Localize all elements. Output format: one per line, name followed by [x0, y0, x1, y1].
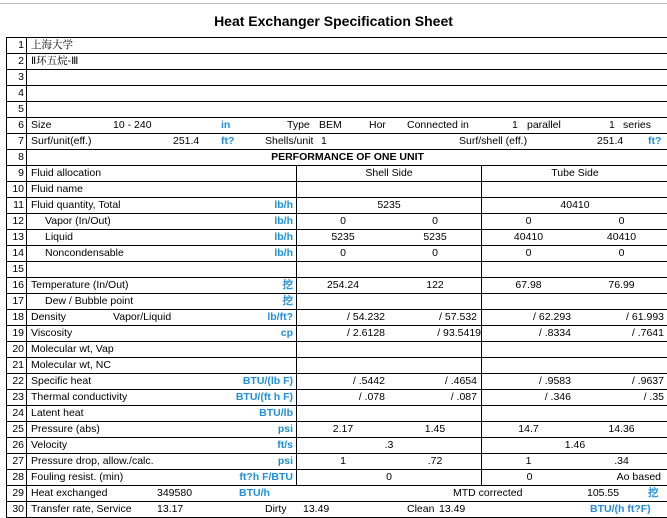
pressure-drop-unit[interactable]: psi [277, 455, 293, 467]
row-28 [7, 470, 667, 486]
divider [296, 342, 297, 357]
orientation-value[interactable]: Hor [369, 119, 386, 131]
performance-heading: PERFORMANCE OF ONE UNIT [271, 151, 424, 163]
row-number: 11 [7, 198, 27, 213]
dew-bubble-label: Dew / Bubble point [45, 295, 134, 307]
fluid-quantity-label: Fluid quantity, Total [31, 199, 121, 211]
row-10 [7, 182, 667, 198]
row-26 [7, 438, 667, 454]
shell-out-value[interactable]: 0 [432, 215, 438, 227]
shell-in-value[interactable]: / 54.232 [347, 311, 385, 323]
row-number: 2 [7, 54, 27, 69]
dirty-label: Dirty [265, 503, 287, 515]
density-label: Density [31, 311, 67, 323]
series-label: series [623, 119, 652, 131]
fluid-name-label: Fluid name [31, 183, 83, 195]
latent-heat-label: Latent heat [31, 407, 84, 419]
parallel-count[interactable]: 1 [512, 119, 518, 131]
mtd-value[interactable]: 105.55 [587, 487, 620, 499]
divider [481, 342, 482, 357]
tube-out-value[interactable]: / .35 [643, 391, 664, 403]
heat-exchanged-unit[interactable]: BTU/h [239, 487, 270, 499]
liquid-label: Liquid [45, 231, 74, 243]
tube-velocity[interactable]: 1.46 [564, 439, 586, 451]
row-13 [7, 230, 667, 246]
size-label: Size [31, 119, 52, 131]
specific-heat-unit[interactable]: BTU/(lb F) [242, 375, 293, 387]
row-number: 16 [7, 278, 27, 293]
shell-calculated[interactable]: .72 [427, 455, 443, 467]
tube-in-value[interactable]: 40410 [513, 231, 544, 243]
clean-value[interactable]: 13.49 [439, 503, 466, 515]
shell-allowed[interactable]: 1 [340, 455, 346, 467]
heat-exchanged-label: Heat exchanged [31, 487, 108, 499]
latent-heat-unit[interactable]: BTU/lb [259, 407, 293, 419]
thermal-conductivity-label: Thermal conductivity [31, 391, 128, 403]
row-number: 30 [7, 502, 27, 517]
surf-unit-unit[interactable]: ft? [221, 135, 235, 147]
pressure-unit[interactable]: psi [277, 423, 293, 435]
spec-sheet-table [6, 37, 667, 518]
row-number: 3 [7, 70, 27, 85]
noncondensable-label: Noncondensable [45, 247, 124, 259]
shell-quantity[interactable]: 5235 [377, 199, 401, 211]
velocity-unit[interactable]: ft/s [277, 439, 293, 451]
shell-out-value[interactable]: 0 [432, 247, 438, 259]
row-number: 22 [7, 374, 27, 389]
row-number: 23 [7, 390, 27, 405]
tube-out-value[interactable]: 76.99 [608, 279, 635, 291]
heat-exchanged-value[interactable]: 349580 [157, 487, 193, 499]
dew-bubble-unit[interactable]: 挖 [282, 295, 293, 307]
fluid-allocation-label: Fluid allocation [31, 167, 102, 179]
service-value[interactable]: 13.17 [157, 503, 184, 515]
divider [296, 294, 297, 309]
shell-out-value[interactable]: 122 [426, 279, 444, 291]
shell-out-value[interactable]: 5235 [423, 231, 447, 243]
row-18 [7, 310, 667, 326]
row-number: 24 [7, 406, 27, 421]
row-number: 20 [7, 342, 27, 357]
tube-side-header: Tube Side [551, 167, 599, 179]
row-25 [7, 422, 667, 438]
transfer-rate-label: Transfer rate, Service [31, 503, 132, 515]
row-number: 15 [7, 262, 27, 277]
surf-unit-value[interactable]: 251.4 [173, 135, 200, 147]
tube-calculated[interactable]: .34 [614, 455, 629, 467]
divider [481, 182, 482, 197]
velocity-label: Velocity [31, 439, 68, 451]
noncondensable-unit[interactable]: lb/h [274, 247, 293, 259]
row-24 [7, 406, 667, 422]
row-3 [7, 70, 667, 86]
divider [481, 406, 482, 421]
row-30 [7, 502, 667, 518]
surf-shell-label: Surf/shell (eff.) [459, 135, 528, 147]
vapor-label: Vapor (In/Out) [45, 215, 111, 227]
surf-unit-label: Surf/unit(eff.) [31, 135, 92, 147]
row-4 [7, 86, 667, 102]
row-19 [7, 326, 667, 342]
type-value[interactable]: BEM [319, 119, 342, 131]
tube-in-value[interactable]: / .9583 [538, 375, 571, 387]
shell-in-value[interactable]: 2.17 [332, 423, 354, 435]
row-number: 8 [7, 150, 27, 165]
row-22 [7, 374, 667, 390]
shell-in-value[interactable]: 0 [340, 247, 346, 259]
row-number: 10 [7, 182, 27, 197]
specific-heat-label: Specific heat [31, 375, 92, 387]
divider [296, 262, 297, 277]
row-20 [7, 342, 667, 358]
row-7 [7, 134, 667, 150]
row-number: 6 [7, 118, 27, 133]
tube-in-value[interactable]: / .346 [544, 391, 571, 403]
viscosity-label: Viscosity [31, 327, 73, 339]
row-14 [7, 246, 667, 262]
row-number: 29 [7, 486, 27, 501]
row-17 [7, 294, 667, 310]
shell-in-value[interactable]: 0 [340, 215, 346, 227]
mtd-label: MTD corrected [453, 487, 523, 499]
density-sublabel: Vapor/Liquid [113, 311, 172, 323]
divider [481, 294, 482, 309]
tube-out-value[interactable]: 0 [618, 247, 625, 259]
tube-fouling[interactable]: 0 [526, 471, 533, 483]
company-name[interactable]: 上海大学 [31, 39, 73, 51]
row-number: 9 [7, 166, 27, 181]
tube-out-value[interactable]: 0 [618, 215, 625, 227]
pressure-label: Pressure (abs) [31, 423, 100, 435]
divider [296, 182, 297, 197]
tube-out-value[interactable]: / .7641 [631, 327, 664, 339]
row-number: 4 [7, 86, 27, 101]
clean-label: Clean [407, 503, 435, 515]
tube-in-value[interactable]: 14.7 [518, 423, 539, 435]
row-number: 7 [7, 134, 27, 149]
row-23 [7, 390, 667, 406]
tube-in-value[interactable]: 0 [525, 215, 532, 227]
row-number: 26 [7, 438, 27, 453]
shell-side-header: Shell Side [365, 167, 413, 179]
divider [296, 406, 297, 421]
molecular-wt-nc-label: Molecular wt, NC [31, 359, 111, 371]
tube-out-value[interactable]: / 61.993 [626, 311, 664, 323]
row-16 [7, 278, 667, 294]
row-29 [7, 486, 667, 502]
divider [296, 358, 297, 373]
shell-in-value[interactable]: 254.24 [326, 279, 360, 291]
dirty-value[interactable]: 13.49 [303, 503, 330, 515]
row-number: 1 [7, 38, 27, 53]
mtd-unit[interactable]: 挖 [648, 487, 659, 499]
row-number: 25 [7, 422, 27, 437]
row-1 [7, 38, 667, 54]
row-number: 28 [7, 470, 27, 485]
surf-shell-value[interactable]: 251.4 [597, 135, 624, 147]
surf-shell-unit[interactable]: ft? [648, 135, 662, 147]
shell-fouling[interactable]: 0 [386, 471, 392, 483]
shell-in-value[interactable]: 5235 [331, 231, 355, 243]
sheet-title: Heat Exchanger Specification Sheet [214, 13, 453, 29]
vapor-unit[interactable]: lb/h [274, 215, 293, 227]
fouling-label: Fouling resist. (min) [31, 471, 124, 483]
shell-out-value[interactable]: 1.45 [424, 423, 446, 435]
pressure-drop-label: Pressure drop, allow./calc. [31, 455, 154, 467]
shell-in-value[interactable]: / .078 [358, 391, 385, 403]
row-27 [7, 454, 667, 470]
series-count[interactable]: 1 [609, 119, 615, 131]
project-name[interactable]: Ⅱ环五烷-Ⅲ [31, 55, 79, 67]
shell-in-value[interactable]: / .5442 [352, 375, 385, 387]
transfer-rate-unit[interactable]: BTU/(h ft?F) [590, 503, 651, 515]
tube-in-value[interactable]: 0 [525, 247, 532, 259]
shells-label: Shells/unit [265, 135, 314, 147]
row-2 [7, 54, 667, 70]
size-unit[interactable]: in [221, 119, 231, 131]
row-number: 13 [7, 230, 27, 245]
shell-in-value[interactable]: / 2.6128 [347, 327, 385, 339]
row-number: 19 [7, 326, 27, 341]
row-5 [7, 102, 667, 118]
row-number: 5 [7, 102, 27, 117]
temperature-label: Temperature (In/Out) [31, 279, 129, 291]
connected-label: Connected in [407, 119, 469, 131]
row-number: 18 [7, 310, 27, 325]
tube-in-value[interactable]: / 62.293 [533, 311, 571, 323]
parallel-label: parallel [527, 119, 561, 131]
tube-allowed[interactable]: 1 [525, 455, 532, 467]
row-number: 21 [7, 358, 27, 373]
shell-out-value[interactable]: / 93.5419 [437, 327, 481, 339]
row-number: 14 [7, 246, 27, 261]
shells-value[interactable]: 1 [321, 135, 327, 147]
fouling-basis[interactable]: Ao based [616, 471, 661, 483]
row-number: 17 [7, 294, 27, 309]
row-21 [7, 358, 667, 374]
row-11 [7, 198, 667, 214]
tube-out-value[interactable]: 40410 [606, 231, 637, 243]
fluid-quantity-unit[interactable]: lb/h [274, 199, 293, 211]
shell-out-value[interactable]: / .087 [450, 391, 477, 403]
divider [481, 262, 482, 277]
tube-quantity[interactable]: 40410 [560, 199, 590, 211]
tube-out-value[interactable]: 14.36 [608, 423, 635, 435]
fouling-unit[interactable]: ft?h F/BTU [239, 471, 293, 483]
thermal-conductivity-unit[interactable]: BTU/(ft h F) [235, 391, 293, 403]
row-6 [7, 118, 667, 134]
row-12 [7, 214, 667, 230]
row-number: 12 [7, 214, 27, 229]
viscosity-unit[interactable]: cp [280, 327, 293, 339]
tube-in-value[interactable]: 67.98 [515, 279, 542, 291]
shell-velocity[interactable]: .3 [384, 439, 394, 451]
row-15 [7, 262, 667, 278]
tube-out-value[interactable]: / .9637 [631, 375, 664, 387]
divider [481, 358, 482, 373]
liquid-unit[interactable]: lb/h [274, 231, 293, 243]
row-9 [7, 166, 667, 182]
density-unit[interactable]: lb/ft? [267, 311, 293, 323]
shell-out-value[interactable]: / .4654 [444, 375, 477, 387]
shell-out-value[interactable]: / 57.532 [439, 311, 477, 323]
molecular-wt-vap-label: Molecular wt, Vap [31, 343, 114, 355]
row-number: 27 [7, 454, 27, 469]
window-top-edge [0, 0, 667, 4]
size-value[interactable]: 10 - 240 [113, 119, 152, 131]
temperature-unit[interactable]: 挖 [282, 279, 293, 291]
row-8 [7, 150, 667, 166]
type-label: Type [287, 119, 310, 131]
tube-in-value[interactable]: / .8334 [538, 327, 571, 339]
